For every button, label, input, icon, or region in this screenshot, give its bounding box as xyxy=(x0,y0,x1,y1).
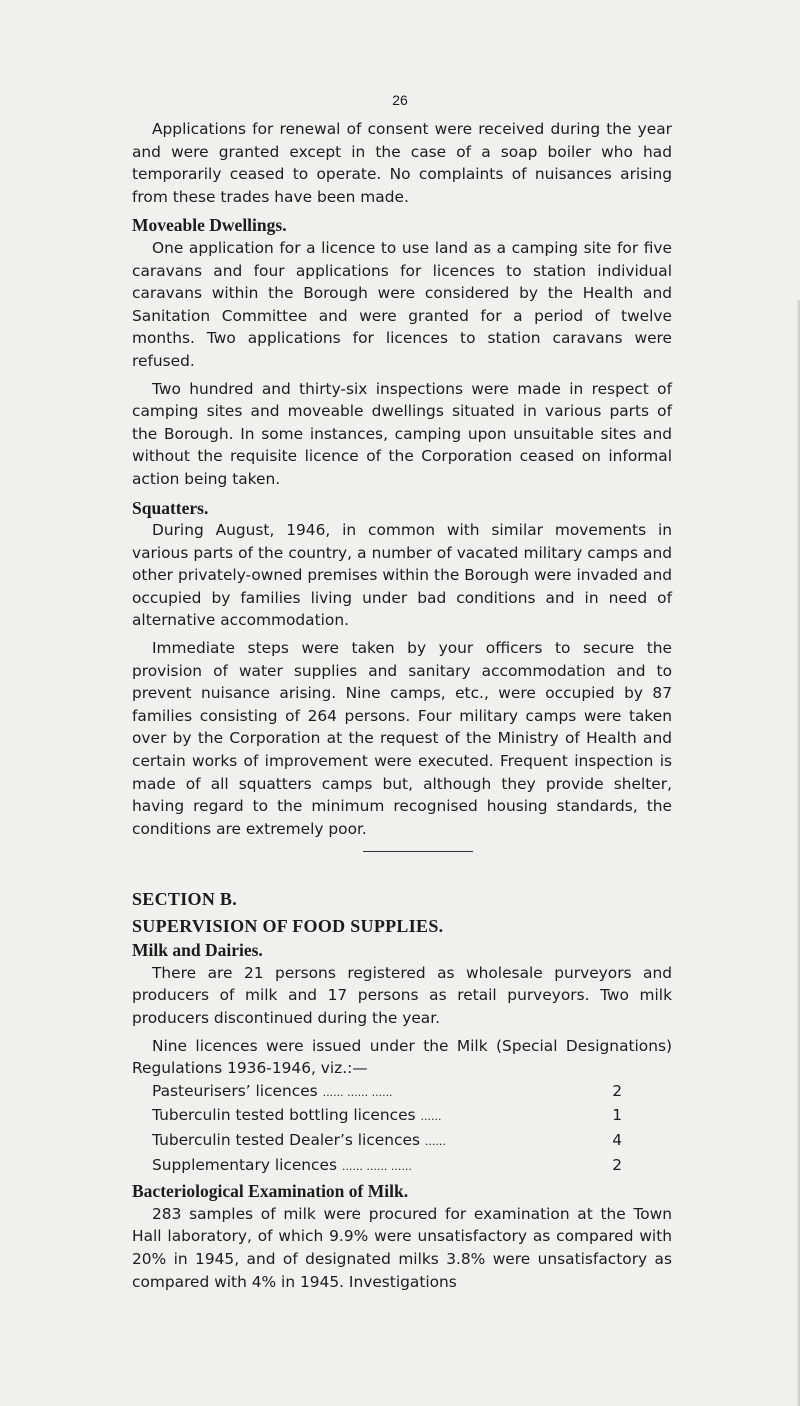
paragraph-moveable-2: Two hundred and thirty-six inspections were made in respect of camping sites and moveable dwellings situated in various parts of the Borough. In some instances, camping upon unsuitable sites and without the requisite licence of the Corporation ceased on informal action being taken. xyxy=(132,379,672,488)
licence-row xyxy=(152,1104,622,1129)
licence-count: 4 xyxy=(612,1130,622,1149)
section-divider xyxy=(363,851,473,852)
licence-label: Pasteurisers’ licences xyxy=(152,1081,318,1100)
paragraph-offensive-trades: Applications for renewal of consent were received during the year and were granted except in the case of a soap boiler who had temporarily ceased to operate. No complaints of nuisances arising from these trades have been made. xyxy=(132,120,672,206)
leader-dots: ...... ...... ...... xyxy=(322,1085,393,1099)
licence-count: 2 xyxy=(612,1081,622,1100)
licence-label: Tuberculin tested bottling licences xyxy=(152,1106,416,1125)
paragraph-moveable-1: One application for a licence to use land as a camping site for five caravans and four applications for licences to station individual caravans within the Borough were considered by the Health and Sanitation Committee and were granted for a period of twelve months. Two applications for licences to station caravans were refused. xyxy=(132,238,672,370)
licence-list xyxy=(152,1080,622,1178)
heading-moveable-dwellings: Moveable Dwellings. xyxy=(132,215,287,236)
paragraph-squatters-1: During August, 1946, in common with similar movements in various parts of the country, a number of vacated military camps and other privately-owned premises within the Borough were invaded and occupied by families living under bad conditions and in need of alternative accommodation. xyxy=(132,521,672,630)
licence-row xyxy=(152,1154,622,1179)
paragraph-milk-1: There are 21 persons registered as wholesale purveyors and producers of milk and 17 persons as retail purveyors. Two milk producers discontinued during the year. xyxy=(132,963,672,1027)
heading-bacteriological: Bacteriological Examination of Milk. xyxy=(132,1181,409,1202)
paragraph-squatters-2: Immediate steps were taken by your officers to secure the provision of water supplies and sanitary accommodation and to prevent nuisance arising. Nine camps, etc., were occupied by 87 families consisting of 264 persons. Four military camps were taken over by the Corporation at the request of the Ministry of Health and certain works of improvement were executed. Frequent inspection is made of all squatters camps but, although they provide shelter, having regard to the minimum recognised housing standards, the conditions are extremely poor. xyxy=(132,639,672,838)
leader-dots: ...... ...... ...... xyxy=(341,1159,412,1173)
licence-label: Tuberculin tested Dealer’s licences xyxy=(152,1130,420,1149)
licence-label: Supplementary licences xyxy=(152,1155,338,1174)
section-label: SECTION B. xyxy=(132,889,238,909)
leader-dots: ...... xyxy=(420,1110,442,1124)
licence-row xyxy=(152,1129,622,1154)
section-b-column xyxy=(132,888,672,1293)
leader-dots: ...... xyxy=(424,1134,446,1148)
licence-count: 2 xyxy=(612,1155,622,1174)
paragraph-bacteriological-1: 283 samples of milk were procured for examination at the Town Hall laboratory, of which 9.9% were unsatisfactory as compared with 20% in 1945, and of designated milks 3.8% were unsatisfactory as compared with 4% in 1945. Investigations xyxy=(132,1204,672,1291)
text-column xyxy=(132,118,672,840)
heading-squatters: Squatters. xyxy=(132,497,209,518)
heading-milk-dairies: Milk and Dairies. xyxy=(132,940,263,961)
licence-count: 1 xyxy=(612,1106,622,1125)
paragraph-milk-2: Nine licences were issued under the Milk (Special Designations) Regulations 1936-1946, viz.:— xyxy=(132,1036,672,1078)
page-number: 26 xyxy=(392,92,408,108)
licence-row xyxy=(152,1080,622,1105)
section-title: SUPERVISION OF FOOD SUPPLIES. xyxy=(132,915,444,936)
